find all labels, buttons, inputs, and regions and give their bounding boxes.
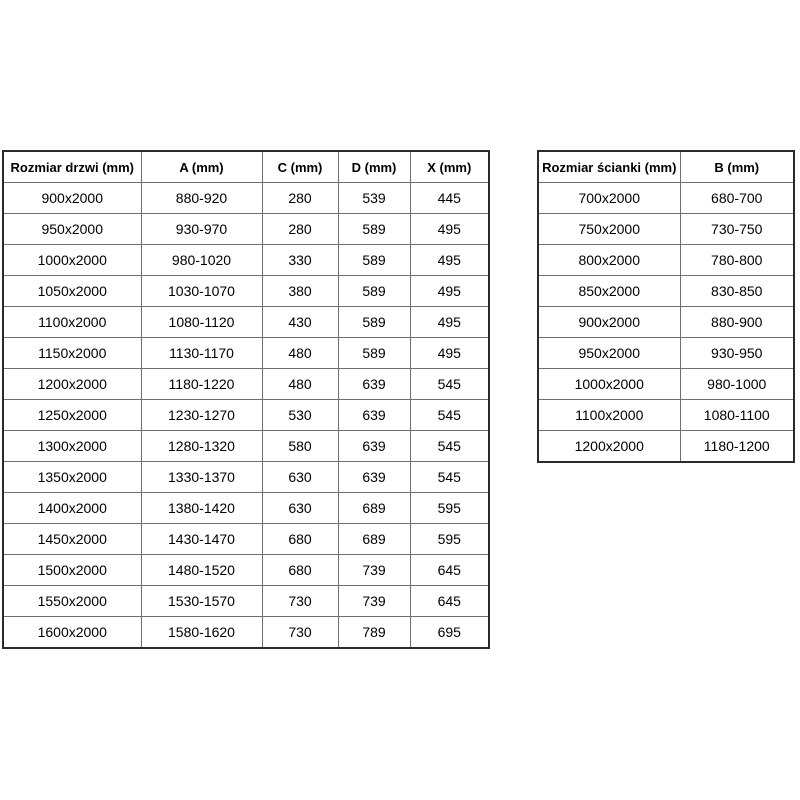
table-cell: 495: [410, 338, 489, 369]
table-cell: 1200x2000: [538, 431, 680, 463]
table-cell: 495: [410, 245, 489, 276]
table-cell: 950x2000: [538, 338, 680, 369]
table-row: [3, 431, 489, 462]
table-cell: 730-750: [680, 214, 794, 245]
table-cell: 739: [338, 555, 410, 586]
table-row: [3, 245, 489, 276]
table-cell: 380: [262, 276, 338, 307]
table-cell: 630: [262, 493, 338, 524]
table-row: [3, 214, 489, 245]
table-row: [3, 555, 489, 586]
table-cell: 630: [262, 462, 338, 493]
table-cell: 645: [410, 586, 489, 617]
table-cell: 1230-1270: [141, 400, 262, 431]
door-sizes-table: [2, 150, 490, 649]
table-cell: 880-920: [141, 183, 262, 214]
table-row: [3, 307, 489, 338]
table-cell: 680-700: [680, 183, 794, 214]
table-cell: 1280-1320: [141, 431, 262, 462]
table-cell: 539: [338, 183, 410, 214]
table-cell: 1380-1420: [141, 493, 262, 524]
table-row: [3, 586, 489, 617]
table-cell: 880-900: [680, 307, 794, 338]
table-cell: 589: [338, 214, 410, 245]
table-cell: 580: [262, 431, 338, 462]
table-row: [3, 524, 489, 555]
table-cell: 480: [262, 369, 338, 400]
table-cell: 530: [262, 400, 338, 431]
table-cell: 639: [338, 369, 410, 400]
table-cell: 445: [410, 183, 489, 214]
table-row: [3, 493, 489, 524]
header-row: [538, 151, 794, 183]
table-cell: 780-800: [680, 245, 794, 276]
table-cell: 545: [410, 400, 489, 431]
header-cell: C (mm): [262, 151, 338, 183]
table-cell: 495: [410, 307, 489, 338]
table-cell: 950x2000: [3, 214, 141, 245]
table-cell: 1030-1070: [141, 276, 262, 307]
table-cell: 639: [338, 400, 410, 431]
header-cell: D (mm): [338, 151, 410, 183]
header-cell: X (mm): [410, 151, 489, 183]
table-cell: 1000x2000: [3, 245, 141, 276]
table-cell: 930-950: [680, 338, 794, 369]
table-cell: 1150x2000: [3, 338, 141, 369]
table-cell: 589: [338, 245, 410, 276]
table-row: [3, 276, 489, 307]
table-cell: 980-1000: [680, 369, 794, 400]
table-cell: 1530-1570: [141, 586, 262, 617]
table-cell: 689: [338, 493, 410, 524]
table-cell: 980-1020: [141, 245, 262, 276]
table-cell: 1080-1100: [680, 400, 794, 431]
table-row: [538, 276, 794, 307]
table-cell: 1250x2000: [3, 400, 141, 431]
table-cell: 1600x2000: [3, 617, 141, 649]
table-row: [538, 214, 794, 245]
table-cell: 1500x2000: [3, 555, 141, 586]
table-row: [538, 400, 794, 431]
table-cell: 750x2000: [538, 214, 680, 245]
table-cell: 1450x2000: [3, 524, 141, 555]
table-cell: 495: [410, 214, 489, 245]
table-cell: 1080-1120: [141, 307, 262, 338]
table-cell: 480: [262, 338, 338, 369]
table-cell: 1100x2000: [538, 400, 680, 431]
table-cell: 430: [262, 307, 338, 338]
table-cell: 545: [410, 431, 489, 462]
table-cell: 589: [338, 307, 410, 338]
table-cell: 1000x2000: [538, 369, 680, 400]
table-cell: 900x2000: [538, 307, 680, 338]
table-cell: 1580-1620: [141, 617, 262, 649]
table-cell: 730: [262, 586, 338, 617]
table-cell: 930-970: [141, 214, 262, 245]
table-cell: 830-850: [680, 276, 794, 307]
table-cell: 545: [410, 462, 489, 493]
table-row: [538, 307, 794, 338]
table-cell: 1100x2000: [3, 307, 141, 338]
table-row: [3, 617, 489, 649]
table-row: [3, 183, 489, 214]
table-cell: 789: [338, 617, 410, 649]
table-cell: 639: [338, 462, 410, 493]
table-cell: 280: [262, 214, 338, 245]
header-cell: A (mm): [141, 151, 262, 183]
table-cell: 700x2000: [538, 183, 680, 214]
table-row: [3, 338, 489, 369]
table-cell: 545: [410, 369, 489, 400]
header-cell: Rozmiar ścianki (mm): [538, 151, 680, 183]
header-row: [3, 151, 489, 183]
table-cell: 595: [410, 524, 489, 555]
table-row: [538, 369, 794, 400]
table-cell: 330: [262, 245, 338, 276]
table-cell: 695: [410, 617, 489, 649]
table-cell: 800x2000: [538, 245, 680, 276]
table-cell: 495: [410, 276, 489, 307]
table-cell: 595: [410, 493, 489, 524]
table-row: [3, 400, 489, 431]
table-cell: 1480-1520: [141, 555, 262, 586]
table-cell: 639: [338, 431, 410, 462]
table-cell: 739: [338, 586, 410, 617]
table-cell: 730: [262, 617, 338, 649]
table-row: [3, 462, 489, 493]
table-cell: 1200x2000: [3, 369, 141, 400]
table-cell: 1180-1200: [680, 431, 794, 463]
table-cell: 680: [262, 555, 338, 586]
table-cell: 689: [338, 524, 410, 555]
table-cell: 900x2000: [3, 183, 141, 214]
table-row: [538, 245, 794, 276]
table-cell: 680: [262, 524, 338, 555]
table-cell: 645: [410, 555, 489, 586]
table-cell: 1550x2000: [3, 586, 141, 617]
table-row: [538, 431, 794, 463]
header-cell: B (mm): [680, 151, 794, 183]
table-cell: 589: [338, 338, 410, 369]
table-cell: 1400x2000: [3, 493, 141, 524]
table-cell: 280: [262, 183, 338, 214]
table-cell: 1050x2000: [3, 276, 141, 307]
table-cell: 1180-1220: [141, 369, 262, 400]
table-cell: 1330-1370: [141, 462, 262, 493]
table-cell: 1430-1470: [141, 524, 262, 555]
table-row: [3, 369, 489, 400]
table-row: [538, 183, 794, 214]
table-cell: 1350x2000: [3, 462, 141, 493]
table-cell: 1300x2000: [3, 431, 141, 462]
header-cell: Rozmiar drzwi (mm): [3, 151, 141, 183]
table-cell: 850x2000: [538, 276, 680, 307]
table-cell: 1130-1170: [141, 338, 262, 369]
wall-panel-sizes-table: [537, 150, 795, 463]
table-cell: 589: [338, 276, 410, 307]
table-row: [538, 338, 794, 369]
